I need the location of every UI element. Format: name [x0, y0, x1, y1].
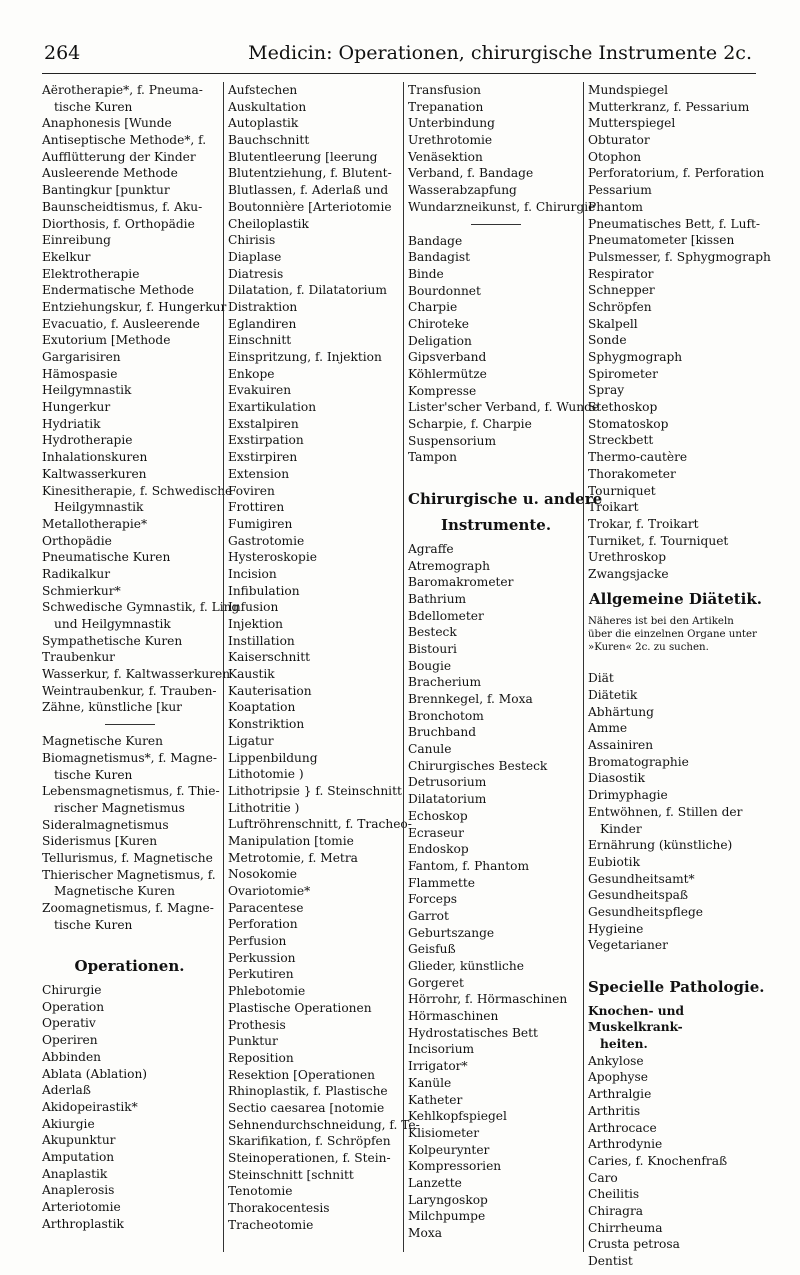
index-entry: Bistouri: [408, 641, 457, 656]
index-entry: Hungerkur: [42, 400, 111, 415]
index-entry: Ovariotomie*: [228, 884, 311, 898]
index-entry: Charpie: [408, 300, 458, 315]
index-entry: Einspritzung, f. Injektion: [228, 350, 382, 364]
index-entry: Trokar, f. Troikart: [588, 516, 699, 531]
index-entry: Deligation: [408, 333, 472, 348]
page-number: 264: [44, 42, 81, 64]
index-entry: Caries, f. Knochenfraß: [588, 1153, 728, 1168]
index-entry: Lithotomie ): [228, 767, 304, 782]
index-entry: Extension: [228, 466, 290, 481]
index-entry: Kinesitherapie, f. Schwedische: [42, 483, 233, 498]
header-rule: [42, 73, 756, 74]
index-entry: Perfusion: [228, 934, 287, 949]
index-entry: Perkussion: [228, 950, 296, 965]
index-entry: Steinschnitt [schnitt: [228, 1167, 354, 1182]
index-entry: Sphygmograph: [588, 350, 683, 364]
index-entry: Aërotherapie*, f. Pneuma-: [42, 83, 203, 97]
index-entry: Klisiometer: [408, 1125, 480, 1140]
index-entry: Hygieine: [588, 921, 644, 936]
index-entry: Echoskop: [408, 808, 468, 823]
index-entry: Resektion [Operationen: [228, 1067, 375, 1082]
index-entry: Prothesis: [228, 1017, 286, 1032]
index-entry: Foviren: [228, 483, 275, 498]
index-entry: Lanzette: [408, 1175, 462, 1190]
index-entry: Hydrotherapie: [42, 433, 133, 448]
index-entry: Geburtszange: [408, 925, 495, 940]
index-entry: Zähne, künstliche [kur: [42, 700, 183, 715]
index-entry: Agraffe: [408, 541, 454, 556]
index-entry: Lister'scher Verband, f. Wunde: [408, 400, 600, 415]
index-entry: Kinder: [600, 821, 642, 836]
index-entry: Binde: [408, 266, 444, 281]
index-entry: Hämospasie: [42, 366, 118, 381]
index-entry: Amputation: [42, 1149, 115, 1164]
index-entry: Drimyphagie: [588, 788, 668, 803]
index-entry: Diorthosis, f. Orthopädie: [42, 216, 195, 231]
index-entry: Wasserabzapfung: [408, 183, 517, 198]
index-entry: Ablata (Ablation): [42, 1066, 148, 1081]
index-entry: Mutterkranz, f. Pessarium: [588, 99, 750, 114]
index-entry: Traubenkur: [42, 650, 115, 665]
section-heading: Chirurgische u. andere: [408, 489, 603, 508]
index-entry: Ernährung (künstliche): [588, 838, 733, 853]
index-entry: Kolpeurynter: [408, 1142, 490, 1157]
index-entry: rischer Magnetismus: [54, 800, 185, 815]
index-entry: Abbinden: [42, 1049, 102, 1064]
index-entry: Wasserkur, f. Kaltwasserkuren: [42, 667, 231, 682]
index-entry: Exstirpiren: [228, 450, 298, 465]
index-entry: Laryngoskop: [408, 1192, 488, 1207]
index-entry: Canule: [408, 742, 452, 757]
index-entry: Ankylose: [588, 1053, 644, 1068]
index-entry: Enkope: [228, 366, 275, 381]
index-entry: Sympathetische Kuren: [42, 633, 183, 648]
index-entry: Baromakrometer: [408, 575, 514, 590]
index-entry: Incision: [228, 566, 277, 581]
index-entry: Arthralgie: [588, 1087, 652, 1102]
index-entry: Blutentziehung, f. Blutent-: [228, 166, 392, 181]
index-entry: Luftröhrenschnitt, f. Tracheo-: [228, 817, 412, 832]
index-entry: Heilgymnastik: [54, 500, 144, 515]
index-entry: Anaphonesis [Wunde: [42, 116, 172, 131]
index-entry: tische Kuren: [54, 99, 133, 114]
section-note: Näheres ist bei den Artikeln: [588, 615, 734, 627]
index-entry: Arthrodynie: [588, 1137, 663, 1152]
index-entry: Kaustik: [228, 667, 275, 682]
index-entry: Scharpie, f. Charpie: [408, 417, 532, 432]
index-entry: Thierischer Magnetismus, f.: [42, 867, 216, 882]
index-entry: Bronchotom: [408, 708, 484, 723]
index-entry: Gipsverband: [408, 350, 487, 365]
index-entry: Eglandiren: [228, 316, 297, 331]
index-entry: Konstriktion: [228, 717, 305, 732]
index-entry: Tampon: [408, 450, 457, 465]
index-entry: Kehlkopfspiegel: [408, 1109, 507, 1124]
index-entry: Lithotritie ): [228, 800, 300, 815]
index-entry: Caro: [588, 1170, 618, 1185]
index-entry: Detrusorium: [408, 775, 487, 790]
index-entry: Elektrotherapie: [42, 266, 140, 281]
index-entry: Dilatatorium: [408, 792, 487, 807]
index-entry: Lebensmagnetismus, f. Thie-: [42, 784, 220, 799]
index-entry: Biomagnetismus*, f. Magne-: [42, 750, 217, 765]
index-entry: Blutlassen, f. Aderlaß und: [228, 183, 389, 198]
index-entry: Arthrocace: [588, 1120, 657, 1135]
index-entry: Anaplastik: [42, 1166, 108, 1181]
index-entry: Instillation: [228, 633, 295, 648]
index-entry: Sehnendurchschneidung, f. Te-: [228, 1117, 420, 1132]
spacer: [42, 933, 217, 950]
index-entry: Bromatographie: [588, 754, 689, 769]
index-entry: Bandagist: [408, 250, 470, 265]
section-separator: [471, 216, 521, 225]
index-entry: Perkutiren: [228, 967, 294, 982]
index-entry: Gesundheitspflege: [588, 904, 703, 919]
index-entry: Endoskop: [408, 842, 469, 857]
index-entry: Infusion: [228, 600, 279, 615]
spacer: [588, 954, 763, 971]
index-entry: Orthopädie: [42, 533, 112, 548]
index-entry: Zoomagnetismus, f. Magne-: [42, 901, 214, 915]
index-entry: Diätetik: [588, 688, 638, 702]
index-entry: Forceps: [408, 892, 458, 907]
index-entry: Katheter: [408, 1092, 463, 1107]
index-entry: Assainiren: [588, 738, 654, 753]
index-entry: Gorgeret: [408, 975, 464, 990]
index-entry: Pulsmesser, f. Sphygmograph: [588, 249, 771, 264]
index-entry: Nosokomie: [228, 867, 297, 882]
index-entry: Atremograph: [408, 558, 490, 573]
index-entry: Milchpumpe: [408, 1209, 486, 1224]
index-entry: Einschnitt: [228, 333, 292, 348]
index-entry: Weintraubenkur, f. Trauben-: [42, 683, 217, 698]
column-4: [583, 82, 771, 1269]
index-entry: Akidopeirastik*: [42, 1099, 138, 1114]
index-entry: Trepanation: [408, 99, 484, 114]
index-entry: Moxa: [408, 1226, 442, 1240]
index-entry: Tellurismus, f. Magnetische: [42, 850, 213, 865]
index-entry: Mundspiegel: [588, 83, 669, 97]
section-heading: Instrumente.: [440, 515, 552, 534]
index-entry: Rhinoplastik, f. Plastische: [228, 1084, 388, 1099]
index-entry: Distraktion: [228, 299, 298, 314]
index-entry: Abhärtung: [588, 704, 654, 719]
index-entry: Radikalkur: [42, 566, 111, 581]
index-entry: Akupunktur: [42, 1133, 116, 1148]
index-entry: Bandage: [408, 233, 463, 248]
index-entry: Chirrheuma: [588, 1220, 663, 1235]
index-entry: Spray: [588, 383, 625, 398]
index-entry: Thorakocentesis: [228, 1201, 330, 1216]
index-entry: Schwedische Gymnastik, f. Ling: [42, 600, 240, 615]
index-entry: Pneumatische Kuren: [42, 550, 171, 565]
column-1: [42, 82, 240, 1252]
index-entry: Steinoperationen, f. Stein-: [228, 1151, 391, 1165]
index-entry: Venäsektion: [408, 149, 483, 164]
index-entry: Arthritis: [588, 1103, 641, 1118]
index-entry: Einreibung: [42, 233, 111, 248]
index-entry: Siderismus [Kuren: [42, 834, 158, 849]
index-entry: Zwangsjacke: [588, 566, 669, 581]
index-entry: Kaltwasserkuren: [42, 466, 147, 481]
index-entry: Gargarisiren: [42, 350, 121, 364]
index-entry: Bdellometer: [408, 608, 484, 623]
index-entry: Schröpfen: [588, 299, 652, 314]
spacer: [588, 654, 763, 671]
index-entry: Flammette: [408, 875, 475, 890]
index-entry: Perforatorium, f. Perforation: [588, 166, 765, 181]
index-entry: Bruchband: [408, 725, 477, 740]
index-entry: Metrotomie, f. Metra: [228, 850, 358, 865]
index-entry: Exstalpiren: [228, 416, 299, 431]
index-entry: Hörrohr, f. Hörmaschinen: [408, 992, 568, 1007]
index-entry: Sectio caesarea [notomie: [228, 1100, 385, 1115]
index-entry: Sonde: [588, 333, 627, 348]
index-entry: Chiroteke: [408, 316, 469, 331]
index-entry: Schnepper: [588, 283, 655, 298]
index-entry: Wundarzneikunst, f. Chirurgie: [408, 199, 596, 214]
index-entry: Ausleerende Methode: [42, 166, 178, 181]
index-entry: Exstirpation: [228, 433, 304, 448]
index-entry: Frottiren: [228, 500, 285, 515]
index-entry: Chirisis: [228, 233, 276, 248]
index-entry: Bantingkur [punktur: [42, 183, 170, 198]
index-entry: Cheiloplastik: [228, 216, 309, 231]
index-entry: Urethrotomie: [408, 133, 493, 148]
index-entry: Pneumatisches Bett, f. Luft-: [588, 216, 761, 231]
index-entry: Exartikulation: [228, 400, 317, 415]
index-entry: Diät: [588, 671, 614, 686]
column-2: [223, 82, 420, 1252]
index-entry: Troikart: [588, 500, 639, 515]
index-entry: Phantom: [588, 199, 643, 214]
index-entry: Gesundheitsamt*: [588, 871, 695, 886]
index-entry: Pneumatometer [kissen: [588, 233, 735, 248]
index-entry: Magnetische Kuren: [42, 734, 163, 749]
index-entry: Urethroskop: [588, 550, 666, 565]
index-entry: Otophon: [588, 149, 642, 164]
index-entry: Bauchschnitt: [228, 133, 310, 148]
index-entry: Schmierkur*: [42, 583, 121, 598]
index-entry: Skarifikation, f. Schröpfen: [228, 1134, 391, 1149]
index-entry: Sideralmagnetismus: [42, 817, 169, 832]
index-entry: Baunscheidtismus, f. Aku-: [42, 199, 203, 214]
index-entry: Skalpell: [588, 316, 638, 331]
index-entry: Bracherium: [408, 675, 482, 690]
index-entry: Diaplase: [228, 249, 282, 264]
index-entry: Aufflütterung der Kinder: [42, 149, 196, 164]
index-entry: Hydriatik: [42, 416, 101, 431]
index-entry: Metallotherapie*: [42, 516, 148, 531]
index-entry: Ligatur: [228, 733, 274, 748]
index-entry: Aderlaß: [42, 1083, 91, 1098]
index-entry: Stethoskop: [588, 400, 658, 415]
index-entry: Operiren: [42, 1033, 98, 1048]
index-entry: Chirurgie: [42, 983, 102, 998]
index-entry: Paracentese: [228, 900, 304, 915]
index-entry: Endermatische Methode: [42, 283, 195, 298]
index-entry: Streckbett: [588, 433, 654, 448]
subsection-heading: Knochen- und Muskelkrank-: [588, 1003, 685, 1035]
index-entry: Stomatoskop: [588, 416, 669, 431]
index-entry: Ekelkur: [42, 249, 91, 264]
index-entry: Punktur: [228, 1034, 278, 1049]
index-entry: Hysteroskopie: [228, 550, 317, 565]
index-entry: Perforation: [228, 917, 298, 932]
index-entry: Manipulation [tomie: [228, 833, 354, 848]
index-entry: Aufstechen: [228, 83, 298, 97]
index-entry: Spirometer: [588, 366, 658, 381]
index-entry: Cheilitis: [588, 1187, 640, 1202]
index-entry: Kauterisation: [228, 683, 312, 698]
subsection-heading: heiten.: [600, 1037, 648, 1052]
index-entry: Thermo-cautère: [588, 450, 688, 465]
index-entry: Respirator: [588, 266, 654, 281]
index-entry: Fumigiren: [228, 516, 293, 531]
index-entry: Apophyse: [588, 1070, 648, 1085]
index-entry: Tourniquet: [588, 483, 656, 498]
index-entry: Gastrotomie: [228, 533, 305, 548]
index-entry: Evakuiren: [228, 383, 292, 398]
index-entry: Operativ: [42, 1016, 96, 1031]
index-entry: Kompressorien: [408, 1159, 502, 1174]
index-entry: Brennkegel, f. Moxa: [408, 692, 533, 706]
index-entry: Thorakometer: [588, 466, 676, 481]
index-entry: Bougie: [408, 658, 452, 673]
index-entry: Akiurgie: [42, 1116, 95, 1131]
index-entry: Diasostik: [588, 771, 645, 786]
index-entry: Bathrium: [408, 591, 467, 606]
index-entry: Operation: [42, 999, 105, 1014]
index-entry: Magnetische Kuren: [54, 884, 175, 899]
index-entry: Entziehungskur, f. Hungerkur: [42, 299, 227, 314]
running-head: Medicin: Operationen, chirurgische Instrumente 2c.: [248, 42, 752, 64]
section-heading: Specielle Pathologie.: [588, 977, 765, 996]
index-entry: Unterbindung: [408, 116, 495, 131]
section-note: über die einzelnen Organe unter: [588, 628, 757, 640]
index-entry: Turniket, f. Tourniquet: [588, 533, 729, 548]
section-note: »Kuren« 2c. zu suchen.: [588, 641, 709, 653]
index-entry: Auskultation: [228, 99, 307, 114]
index-entry: Besteck: [408, 625, 457, 640]
index-entry: Injektion: [228, 617, 284, 631]
index-entry: Koaptation: [228, 700, 296, 715]
index-entry: Arteriotomie: [42, 1200, 121, 1214]
index-entry: Antiseptische Methode*, f.: [42, 133, 207, 148]
index-entry: Kompresse: [408, 383, 477, 398]
section-heading: Allgemeine Diätetik.: [589, 589, 762, 608]
index-entry: Crusta petrosa: [588, 1237, 680, 1252]
index-entry: Reposition: [228, 1050, 294, 1065]
page-header: [40, 40, 756, 70]
index-entry: Inhalationskuren: [42, 450, 148, 465]
index-entry: Exutorium [Methode: [42, 333, 171, 348]
index-entry: Chiragra: [588, 1203, 644, 1218]
index-entry: Blutentleerung [leerung: [228, 149, 378, 164]
index-entry: Lithotripsie } f. Steinschnitt: [228, 783, 402, 798]
index-entry: tische Kuren: [54, 767, 133, 782]
section-separator: [105, 716, 155, 725]
index-entry: Hörmaschinen: [408, 1009, 499, 1024]
index-entry: Incisorium: [408, 1042, 475, 1057]
index-entry: Infibulation: [228, 583, 300, 598]
index-entry: Eubiotik: [588, 854, 640, 869]
index-entry: Mutterspiegel: [588, 116, 676, 131]
index-entry: und Heilgymnastik: [54, 617, 171, 631]
index-entry: Diatresis: [228, 266, 284, 281]
index-entry: Dentist: [588, 1254, 633, 1269]
index-entry: Heilgymnastik: [42, 383, 132, 398]
index-entry: Tracheotomie: [228, 1217, 314, 1232]
index-entry: Arthroplastik: [42, 1216, 124, 1231]
index-entry: Boutonnière [Arteriotomie: [228, 199, 392, 214]
index-entry: Glieder, künstliche: [408, 959, 524, 973]
index-columns: [42, 82, 771, 1269]
index-entry: Plastische Operationen: [228, 1000, 372, 1015]
index-entry: Obturator: [588, 133, 650, 148]
index-entry: Anaplerosis: [42, 1183, 115, 1198]
index-entry: Bourdonnet: [408, 283, 481, 298]
index-entry: Fantom, f. Phantom: [408, 858, 530, 873]
index-entry: Lippenbildung: [228, 750, 318, 765]
index-entry: Pessarium: [588, 183, 652, 198]
section-heading: Operationen.: [74, 957, 185, 976]
index-entry: Kanüle: [408, 1075, 452, 1090]
index-entry: Verband, f. Bandage: [408, 166, 534, 181]
index-entry: Evacuatio, f. Ausleerende: [42, 316, 200, 331]
index-entry: Geisfuß: [408, 942, 456, 957]
index-entry: Transfusion: [408, 83, 482, 97]
index-entry: Vegetarianer: [588, 938, 668, 953]
index-entry: Dilatation, f. Dilatatorium: [228, 283, 387, 298]
index-entry: Tenotomie: [228, 1184, 293, 1199]
index-entry: tische Kuren: [54, 917, 133, 932]
index-entry: Chirurgisches Besteck: [408, 758, 548, 773]
index-entry: Hydrostatisches Bett: [408, 1025, 538, 1040]
index-entry: Phlebotomie: [228, 984, 306, 999]
index-entry: Amme: [588, 721, 628, 736]
index-entry: Garrot: [408, 908, 449, 923]
index-entry: Entwöhnen, f. Stillen der: [588, 804, 743, 819]
index-entry: Gesundheitspaß: [588, 888, 689, 903]
index-entry: Kaiserschnitt: [228, 650, 311, 665]
index-entry: Suspensorium: [408, 433, 497, 448]
spacer: [408, 466, 584, 483]
index-entry: Autoplastik: [228, 116, 299, 131]
index-entry: Ecraseur: [408, 825, 464, 840]
index-entry: Irrigator*: [408, 1059, 468, 1074]
index-entry: Köhlermütze: [408, 367, 487, 381]
